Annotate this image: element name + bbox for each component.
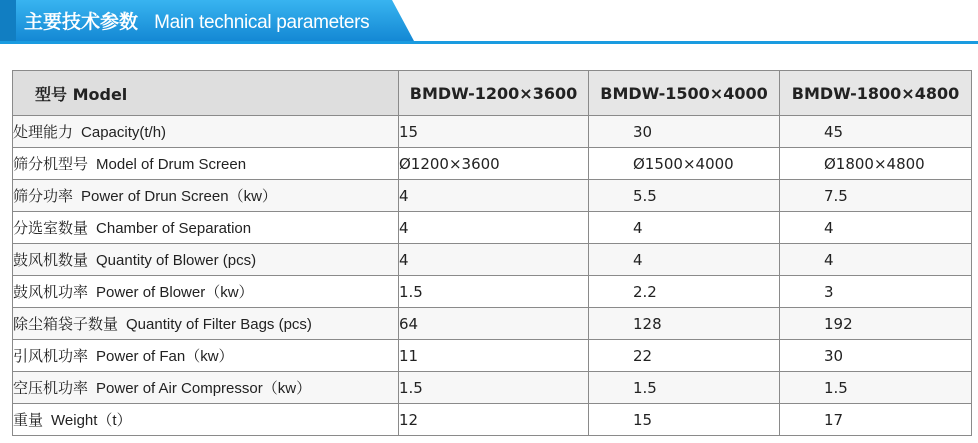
row-label-en: Power of Drun Screen（kw） bbox=[81, 188, 277, 205]
cell-value: 4 bbox=[780, 244, 972, 276]
row-label-cn: 鼓风机功率 bbox=[13, 283, 89, 301]
model-header-3: BMDW-1800×4800 bbox=[780, 71, 972, 116]
row-label-cn: 分选室数量 bbox=[13, 219, 89, 237]
cell-value: 192 bbox=[780, 308, 972, 340]
row-label bbox=[13, 116, 399, 148]
row-label-cn: 空压机功率 bbox=[13, 379, 89, 397]
row-label-en: Power of Air Compressor（kw） bbox=[96, 380, 312, 397]
cell-value: 30 bbox=[780, 340, 972, 372]
model-column-header: 型号 Model bbox=[13, 71, 399, 116]
table-row bbox=[13, 372, 972, 404]
row-label-en: Weight（t） bbox=[51, 412, 132, 429]
cell-value: 4 bbox=[399, 180, 589, 212]
table-row bbox=[13, 116, 972, 148]
cell-value: 7.5 bbox=[780, 180, 972, 212]
cell-value: 12 bbox=[399, 404, 589, 436]
row-label-cn: 鼓风机数量 bbox=[13, 251, 89, 269]
row-label bbox=[13, 276, 399, 308]
row-label bbox=[13, 148, 399, 180]
title-chinese: 主要技术参数 bbox=[24, 11, 139, 33]
row-label-en: Power of Blower（kw） bbox=[96, 284, 254, 301]
cell-value: 4 bbox=[399, 212, 589, 244]
row-label bbox=[13, 244, 399, 276]
table-header-row bbox=[13, 71, 972, 116]
row-label-cn: 筛分机型号 bbox=[13, 155, 89, 173]
row-label bbox=[13, 180, 399, 212]
technical-parameters-table bbox=[12, 70, 972, 436]
page-title bbox=[24, 9, 369, 36]
cell-value: 1.5 bbox=[589, 372, 780, 404]
cell-value: Ø1800×4800 bbox=[780, 148, 972, 180]
cell-value: 1.5 bbox=[399, 276, 589, 308]
cell-value: 1.5 bbox=[399, 372, 589, 404]
cell-value: 15 bbox=[589, 404, 780, 436]
model-header-2: BMDW-1500×4000 bbox=[589, 71, 780, 116]
cell-value: 4 bbox=[589, 244, 780, 276]
cell-value: 4 bbox=[780, 212, 972, 244]
cell-value: 15 bbox=[399, 116, 589, 148]
row-label-cn: 筛分功率 bbox=[13, 187, 74, 205]
cell-value: 30 bbox=[589, 116, 780, 148]
table-row bbox=[13, 212, 972, 244]
row-label-en: Chamber of Separation bbox=[96, 220, 252, 237]
table-row bbox=[13, 180, 972, 212]
row-label-en: Model of Drum Screen bbox=[96, 156, 247, 173]
cell-value: 5.5 bbox=[589, 180, 780, 212]
row-label-cn: 除尘箱袋子数量 bbox=[13, 315, 119, 333]
table-row bbox=[13, 276, 972, 308]
cell-value: 45 bbox=[780, 116, 972, 148]
cell-value: 128 bbox=[589, 308, 780, 340]
row-label-en: Quantity of Filter Bags (pcs) bbox=[126, 316, 312, 333]
cell-value: Ø1200×3600 bbox=[399, 148, 589, 180]
table-row bbox=[13, 148, 972, 180]
row-label bbox=[13, 308, 399, 340]
cell-value: 4 bbox=[589, 212, 780, 244]
row-label-cn: 处理能力 bbox=[13, 123, 74, 141]
cell-value: 1.5 bbox=[780, 372, 972, 404]
cell-value: 11 bbox=[399, 340, 589, 372]
cell-value: 3 bbox=[780, 276, 972, 308]
section-header bbox=[0, 0, 978, 44]
table-row bbox=[13, 244, 972, 276]
row-label-en: Capacity(t/h) bbox=[81, 124, 167, 141]
cell-value: Ø1500×4000 bbox=[589, 148, 780, 180]
row-label bbox=[13, 372, 399, 404]
row-label-cn: 重量 bbox=[13, 411, 44, 429]
row-label bbox=[13, 340, 399, 372]
cell-value: 17 bbox=[780, 404, 972, 436]
table-row bbox=[13, 404, 972, 436]
model-header-1: BMDW-1200×3600 bbox=[399, 71, 589, 116]
cell-value: 4 bbox=[399, 244, 589, 276]
cell-value: 2.2 bbox=[589, 276, 780, 308]
table-row bbox=[13, 340, 972, 372]
title-english: Main technical parameters bbox=[154, 12, 370, 33]
row-label-en: Quantity of Blower (pcs) bbox=[96, 252, 257, 269]
table-row bbox=[13, 308, 972, 340]
row-label-cn: 引风机功率 bbox=[13, 347, 89, 365]
cell-value: 22 bbox=[589, 340, 780, 372]
cell-value: 64 bbox=[399, 308, 589, 340]
row-label-en: Power of Fan（kw） bbox=[96, 348, 234, 365]
row-label bbox=[13, 212, 399, 244]
row-label bbox=[13, 404, 399, 436]
